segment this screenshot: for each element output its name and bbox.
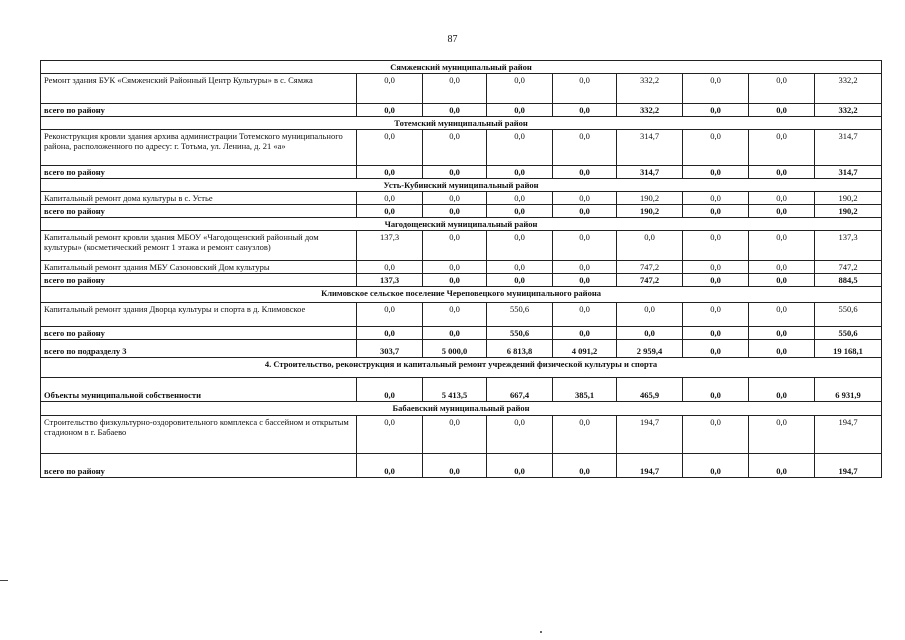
value-cell: 0,0 bbox=[683, 340, 749, 358]
value-cell: 0,0 bbox=[357, 261, 423, 274]
value-cell: 0,0 bbox=[683, 261, 749, 274]
value-cell: 0,0 bbox=[749, 104, 815, 117]
total-row bbox=[41, 378, 882, 402]
value-cell: 5 413,5 bbox=[423, 378, 487, 402]
value-cell: 303,7 bbox=[357, 340, 423, 358]
table-row bbox=[41, 192, 882, 205]
value-cell: 550,6 bbox=[815, 303, 882, 327]
value-cell: 0,0 bbox=[487, 192, 553, 205]
row-name: всего по району bbox=[41, 205, 357, 218]
total-row bbox=[41, 205, 882, 218]
total-row bbox=[41, 454, 882, 478]
value-cell: 0,0 bbox=[357, 205, 423, 218]
value-cell: 0,0 bbox=[423, 74, 487, 104]
value-cell: 0,0 bbox=[423, 166, 487, 179]
total-row bbox=[41, 166, 882, 179]
value-cell: 0,0 bbox=[683, 130, 749, 166]
value-cell: 314,7 bbox=[815, 130, 882, 166]
value-cell: 0,0 bbox=[423, 327, 487, 340]
value-cell: 884,5 bbox=[815, 274, 882, 287]
table-row bbox=[41, 416, 882, 454]
row-name: Капитальный ремонт здания Дворца культуры и спорта в д. Климовское bbox=[41, 303, 357, 327]
value-cell: 0,0 bbox=[553, 416, 617, 454]
value-cell: 0,0 bbox=[683, 416, 749, 454]
value-cell: 314,7 bbox=[617, 130, 683, 166]
value-cell: 0,0 bbox=[749, 454, 815, 478]
value-cell: 0,0 bbox=[683, 104, 749, 117]
value-cell: 0,0 bbox=[357, 166, 423, 179]
value-cell: 0,0 bbox=[553, 454, 617, 478]
value-cell: 332,2 bbox=[617, 104, 683, 117]
value-cell: 332,2 bbox=[815, 104, 882, 117]
margin-mark bbox=[0, 580, 8, 581]
value-cell: 0,0 bbox=[617, 231, 683, 261]
value-cell: 19 168,1 bbox=[815, 340, 882, 358]
section-title: Сямженский муниципальный район bbox=[41, 61, 882, 74]
value-cell: 0,0 bbox=[749, 192, 815, 205]
value-cell: 0,0 bbox=[487, 261, 553, 274]
value-cell: 137,3 bbox=[357, 231, 423, 261]
value-cell: 747,2 bbox=[815, 261, 882, 274]
row-name: всего по подразделу 3 bbox=[41, 340, 357, 358]
value-cell: 0,0 bbox=[553, 104, 617, 117]
section-header-row bbox=[41, 117, 882, 130]
value-cell: 4 091,2 bbox=[553, 340, 617, 358]
value-cell: 6 931,9 bbox=[815, 378, 882, 402]
value-cell: 314,7 bbox=[815, 166, 882, 179]
value-cell: 550,6 bbox=[487, 303, 553, 327]
value-cell: 0,0 bbox=[423, 303, 487, 327]
value-cell: 0,0 bbox=[357, 303, 423, 327]
value-cell: 0,0 bbox=[683, 205, 749, 218]
value-cell: 190,2 bbox=[815, 192, 882, 205]
section-title: Тотемский муниципальный район bbox=[41, 117, 882, 130]
value-cell: 5 000,0 bbox=[423, 340, 487, 358]
value-cell: 0,0 bbox=[553, 130, 617, 166]
section-title: Усть-Кубинский муниципальный район bbox=[41, 179, 882, 192]
value-cell: 0,0 bbox=[357, 104, 423, 117]
value-cell: 0,0 bbox=[423, 130, 487, 166]
value-cell: 0,0 bbox=[683, 378, 749, 402]
value-cell: 2 959,4 bbox=[617, 340, 683, 358]
value-cell: 0,0 bbox=[487, 274, 553, 287]
value-cell: 0,0 bbox=[749, 327, 815, 340]
section-header-row bbox=[41, 287, 882, 303]
row-name: всего по району bbox=[41, 166, 357, 179]
value-cell: 0,0 bbox=[683, 327, 749, 340]
value-cell: 0,0 bbox=[423, 104, 487, 117]
row-name: Ремонт здания БУК «Сямженский Районный Центр Культуры» в с. Сямжа bbox=[41, 74, 357, 104]
value-cell: 0,0 bbox=[423, 205, 487, 218]
value-cell: 0,0 bbox=[749, 416, 815, 454]
value-cell: 314,7 bbox=[617, 166, 683, 179]
value-cell: 0,0 bbox=[617, 303, 683, 327]
table-row bbox=[41, 130, 882, 166]
value-cell: 0,0 bbox=[749, 303, 815, 327]
value-cell: 0,0 bbox=[357, 327, 423, 340]
value-cell: 0,0 bbox=[553, 166, 617, 179]
value-cell: 0,0 bbox=[553, 205, 617, 218]
row-name: Капитальный ремонт кровли здания МБОУ «Чагодощенский районный дом культуры» (косметический ремонт 1 этажа и ремонт санузлов) bbox=[41, 231, 357, 261]
value-cell: 0,0 bbox=[683, 303, 749, 327]
total-row bbox=[41, 104, 882, 117]
value-cell: 0,0 bbox=[487, 454, 553, 478]
value-cell: 0,0 bbox=[749, 166, 815, 179]
table-row bbox=[41, 261, 882, 274]
value-cell: 0,0 bbox=[749, 340, 815, 358]
value-cell: 0,0 bbox=[423, 454, 487, 478]
value-cell: 190,2 bbox=[617, 192, 683, 205]
value-cell: 0,0 bbox=[683, 454, 749, 478]
value-cell: 0,0 bbox=[553, 327, 617, 340]
value-cell: 465,9 bbox=[617, 378, 683, 402]
table-row bbox=[41, 231, 882, 261]
value-cell: 0,0 bbox=[487, 231, 553, 261]
value-cell: 0,0 bbox=[357, 378, 423, 402]
value-cell: 190,2 bbox=[815, 205, 882, 218]
value-cell: 550,6 bbox=[815, 327, 882, 340]
value-cell: 0,0 bbox=[749, 274, 815, 287]
value-cell: 0,0 bbox=[357, 130, 423, 166]
section-header-row bbox=[41, 358, 882, 378]
value-cell: 0,0 bbox=[749, 205, 815, 218]
value-cell: 0,0 bbox=[553, 231, 617, 261]
row-name: всего по району bbox=[41, 104, 357, 117]
value-cell: 667,4 bbox=[487, 378, 553, 402]
value-cell: 0,0 bbox=[357, 192, 423, 205]
value-cell: 0,0 bbox=[553, 192, 617, 205]
value-cell: 0,0 bbox=[423, 261, 487, 274]
value-cell: 0,0 bbox=[423, 274, 487, 287]
value-cell: 0,0 bbox=[683, 274, 749, 287]
row-name: Реконструкция кровли здания архива администрации Тотемского муниципального района, расположенного по адресу: г. Тотьма, ул. Ленина, д. 21 «а» bbox=[41, 130, 357, 166]
value-cell: 0,0 bbox=[749, 74, 815, 104]
value-cell: 385,1 bbox=[553, 378, 617, 402]
section-header-row bbox=[41, 61, 882, 74]
value-cell: 0,0 bbox=[683, 231, 749, 261]
section-title: 4. Строительство, реконструкция и капитальный ремонт учреждений физической культуры и спорта bbox=[41, 358, 882, 378]
value-cell: 0,0 bbox=[553, 261, 617, 274]
value-cell: 0,0 bbox=[553, 303, 617, 327]
total-row bbox=[41, 274, 882, 287]
value-cell: 0,0 bbox=[749, 231, 815, 261]
row-name: всего по району bbox=[41, 327, 357, 340]
value-cell: 0,0 bbox=[749, 130, 815, 166]
value-cell: 0,0 bbox=[423, 231, 487, 261]
value-cell: 0,0 bbox=[487, 166, 553, 179]
page-number: 87 bbox=[447, 34, 458, 45]
value-cell: 6 813,8 bbox=[487, 340, 553, 358]
table-row bbox=[41, 303, 882, 327]
value-cell: 0,0 bbox=[683, 166, 749, 179]
value-cell: 0,0 bbox=[683, 74, 749, 104]
section-header-row bbox=[41, 218, 882, 231]
section-title: Бабаевский муниципальный район bbox=[41, 402, 882, 416]
scan-dot bbox=[540, 631, 542, 633]
value-cell: 194,7 bbox=[815, 454, 882, 478]
value-cell: 137,3 bbox=[815, 231, 882, 261]
value-cell: 0,0 bbox=[487, 130, 553, 166]
section-header-row bbox=[41, 402, 882, 416]
row-name: Капитальный ремонт дома культуры в с. Устье bbox=[41, 192, 357, 205]
row-name: Объекты муниципальной собственности bbox=[41, 378, 357, 402]
value-cell: 0,0 bbox=[487, 104, 553, 117]
value-cell: 747,2 bbox=[617, 261, 683, 274]
value-cell: 550,6 bbox=[487, 327, 553, 340]
value-cell: 0,0 bbox=[487, 416, 553, 454]
value-cell: 194,7 bbox=[617, 454, 683, 478]
value-cell: 0,0 bbox=[423, 192, 487, 205]
section-title: Чагодощенский муниципальный район bbox=[41, 218, 882, 231]
value-cell: 194,7 bbox=[617, 416, 683, 454]
value-cell: 0,0 bbox=[357, 416, 423, 454]
value-cell: 0,0 bbox=[617, 327, 683, 340]
funding-table bbox=[40, 60, 882, 478]
value-cell: 190,2 bbox=[617, 205, 683, 218]
value-cell: 0,0 bbox=[487, 74, 553, 104]
total-row bbox=[41, 340, 882, 358]
row-name: всего по району bbox=[41, 274, 357, 287]
value-cell: 332,2 bbox=[617, 74, 683, 104]
value-cell: 194,7 bbox=[815, 416, 882, 454]
table-row bbox=[41, 74, 882, 104]
value-cell: 0,0 bbox=[357, 454, 423, 478]
total-row bbox=[41, 327, 882, 340]
row-name: всего по району bbox=[41, 454, 357, 478]
value-cell: 0,0 bbox=[487, 205, 553, 218]
value-cell: 0,0 bbox=[553, 274, 617, 287]
value-cell: 332,2 bbox=[815, 74, 882, 104]
value-cell: 0,0 bbox=[749, 261, 815, 274]
section-header-row bbox=[41, 179, 882, 192]
value-cell: 0,0 bbox=[683, 192, 749, 205]
value-cell: 0,0 bbox=[357, 74, 423, 104]
row-name: Капитальный ремонт здания МБУ Сазоновский Дом культуры bbox=[41, 261, 357, 274]
value-cell: 0,0 bbox=[553, 74, 617, 104]
value-cell: 137,3 bbox=[357, 274, 423, 287]
value-cell: 0,0 bbox=[423, 416, 487, 454]
value-cell: 747,2 bbox=[617, 274, 683, 287]
value-cell: 0,0 bbox=[749, 378, 815, 402]
section-title: Климовское сельское поселение Череповецкого муниципального района bbox=[41, 287, 882, 303]
row-name: Строительство физкультурно-оздоровительного комплекса с бассейном и открытым стадионом в г. Бабаево bbox=[41, 416, 357, 454]
